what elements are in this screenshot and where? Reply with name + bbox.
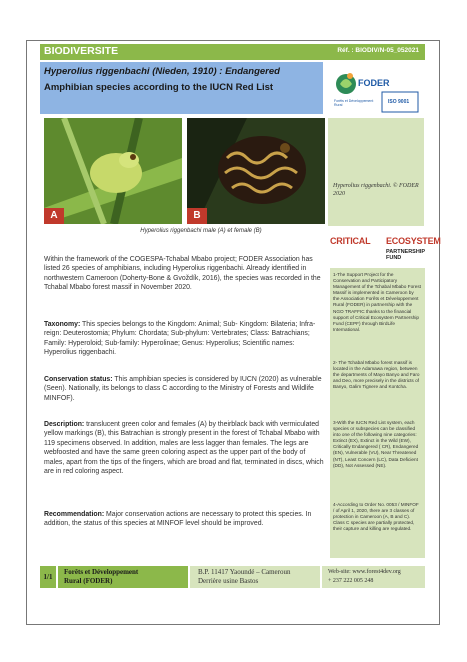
cepf-word-ecosystem: ECOSYSTEM [386, 236, 441, 246]
footer-address [190, 566, 320, 588]
photo-male-frog [44, 118, 182, 224]
cepf-logo [330, 232, 441, 266]
description-text: translucent green color and females (A) by theirblack back with vermiculated yellow markings (B), this Batrachian is strongly present in the forest of Tchabal Mbabo with 119 specimens observed. In addition, males are less lagger than females. The legs are webfoosted and have the same green coloring aspect as the upper part of the body of males, apart from the tips of the fingers, which are broad and flat, terminated in discs, which are in red coloring aspect. [44, 421, 324, 476]
footer [40, 566, 425, 588]
photo-a-badge: A [44, 208, 64, 224]
recommendation-text: Major conservation actions are necessary to protect this species. In addition, the status of this species at MINFOF level should be improved. [44, 511, 312, 528]
side-caption: Hyperolius riggenbachi. © FODER 2020 [333, 183, 419, 197]
title-box [40, 62, 323, 114]
taxonomy-text: This species belongs to the Kingdom: Animal; Sub- Kingdom: Bilateria; Infra-reign: Deuterostomia; Phylum: Chordata; Sub-phylum: Vertebrates; Class: Batrachians; Family: Hyperoloid; Sub-family: Hyperolinae; Genus: Hyperolius; Scientific names: Hyperolius riggenbachi. [44, 321, 316, 357]
conservation-label: Conservation status: [44, 376, 113, 383]
description-label: Description: [44, 421, 85, 428]
footer-website[interactable]: Web-site: www.forest4dev.org [328, 569, 401, 575]
footer-contact [322, 566, 425, 588]
photo-b-badge: B [187, 208, 207, 224]
taxonomy-label: Taxonomy: [44, 321, 81, 328]
note-2: 2- The Tchabal Mbabo forest massif is located in the Adamawa region, between the departments of Mayo Banyo and Faro and Deo, more precisely in the districts of Banyo, Galim Tignere and Kontcha. [333, 360, 420, 390]
photo-caption: Hyperolius riggenbachi male (A) et female (B) [140, 228, 262, 234]
footer-organization [58, 566, 188, 588]
footer-org-line-2: Rural (FODER) [64, 577, 113, 585]
photo-female-frog [187, 118, 325, 224]
foder-logo [332, 66, 422, 114]
note-1: 1-The Support Project for the Conservation and Participatory Management of the Tchabal Mbabo Forest Massif is implemented in Cameroon by the Association Forêts et Développement Rural (FODER) in partnership with the NGO TRAFFIC thanks to the financial support of Critical Ecosystem Partnership Fund (CEPF) through BirdLife International. [333, 272, 421, 332]
footer-address-line-2: Derrière usine Bastos [198, 577, 259, 585]
footer-org-line-1: Forêts et Développement [64, 568, 139, 576]
logo-name: FODER [358, 78, 390, 88]
female-frog-image [187, 118, 325, 224]
document-reference: Réf. : BIODIV/N-05_052021 [337, 47, 419, 54]
taxonomy-paragraph [44, 320, 326, 358]
section-header-bar [40, 44, 425, 60]
footer-phone: + 237 222 005 248 [328, 578, 374, 584]
section-label: BIODIVERSITE [44, 45, 119, 57]
description-paragraph [44, 420, 326, 476]
side-caption-panel [328, 118, 424, 226]
male-frog-image [44, 118, 182, 224]
recommendation-paragraph [44, 510, 326, 529]
page-number: 1/1 [40, 566, 56, 588]
note-3: 3-With the IUCN Red List system, each species or subspecies can be classified into one of the following nine categories: Extinct (EX), Extinct in the Wild (EW), Critically Endangered ( CR), Endangered (EN), Vulnerable (VU), Near Threatened (NT), Least Concern (LC), Data Deficient (DD), Not Assessed (NE). [333, 420, 419, 468]
footer-address-line-1: B.P. 11417 Yaoundé – Cameroun [198, 568, 291, 576]
cepf-word-critical: CRITICAL [330, 236, 371, 246]
conservation-paragraph [44, 375, 326, 403]
title-line-2: Amphibian species according to the IUCN Red List [44, 82, 274, 93]
conservation-text: This amphibian species is considered by IUCN (2020) as vulnerable (Seen). Nationally, its belongs to class C according to the Ministry of Forests and Wildlife MINFOF). [44, 376, 322, 402]
recommendation-label: Recommendation: [44, 511, 105, 518]
cepf-word-partnership: PARTNERSHIP FUND [386, 249, 425, 261]
title-line-1: Hyperolius riggenbachi (Nieden, 1910) : Endangered [44, 66, 280, 77]
note-4: 4-According to Order No. 0053 / MINFOF / of April 1, 2020, there are 3 classes of protection in Cameroon (A, B and C). Class C species are partially protected, their capture and killing are regulated. [333, 502, 419, 532]
intro-paragraph: Within the framework of the COGESPA-Tchabal Mbabo project; FODER Association has listed 26 species of amphibians, including Hyperolius riggenbachi. Already identified in northwestern Cameroon (Doherty-Bone & Gvoždík, 2016), the species was recorded in the Tchabal Mbabo forest massif in November 2020. [44, 256, 321, 292]
logo-subtitle: Forêts et Développement Rural [334, 99, 374, 107]
iso-certification: ISO 9001 [388, 99, 410, 105]
